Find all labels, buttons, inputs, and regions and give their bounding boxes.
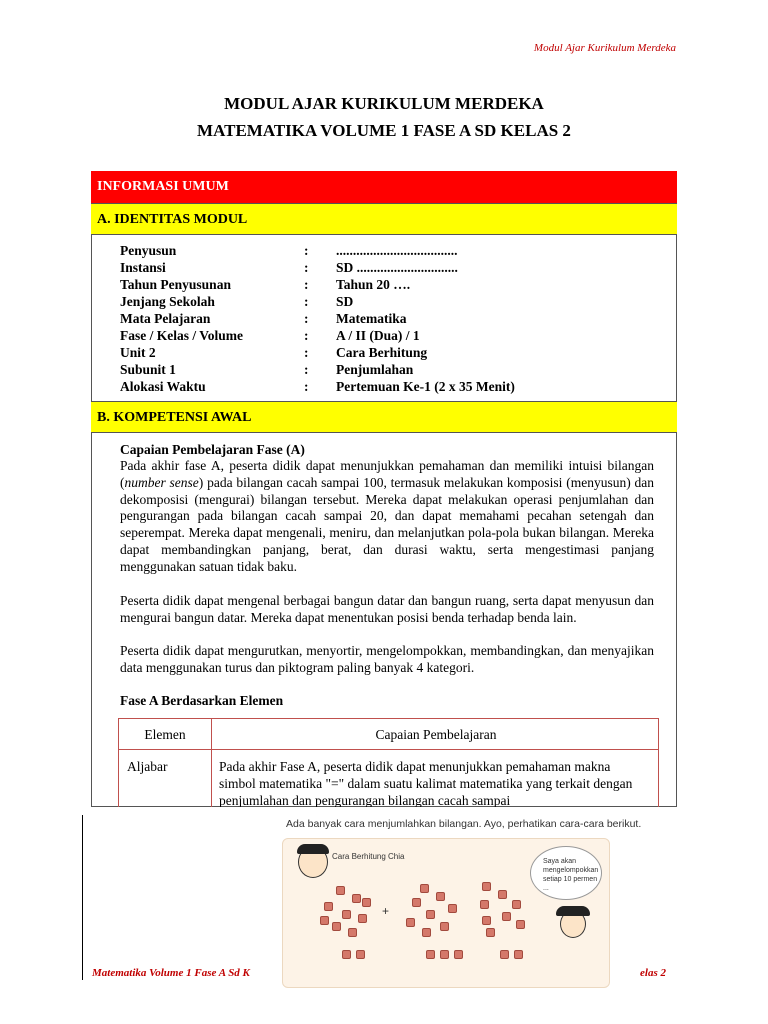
candy-icon xyxy=(482,882,491,891)
cp-paragraph-1-b: ) pada bilangan cacah sampai 100, termasuk melakukan komposisi (menyusun) dan dekomposisi (mengurai) bilangan tersebut. Mereka dapat melakukan operasi penjumlahan dan pengurangan pada bilangan cacah sampai 20, dan dapat memahami pecahan setengah dan seperempat. Mereka dapat mengenali, meniru, dan melanjutkan pola-pola bukan bilangan. Mereka dapat membandingkan panjang, berat, dan durasi waktu, serta mengestimasi panjang menggunakan satuan tidak baku. xyxy=(120,474,654,574)
table-header-capaian: Capaian Pembelajaran xyxy=(375,727,497,742)
header-note: Modul Ajar Kurikulum Merdeka xyxy=(533,42,676,54)
identity-value: Pertemuan Ke-1 (2 x 35 Menit) xyxy=(336,379,515,394)
identity-colon: : xyxy=(304,345,309,360)
footer-right: elas 2 xyxy=(640,967,666,979)
identity-colon: : xyxy=(304,243,309,258)
candy-icon xyxy=(440,922,449,931)
identity-value: SD xyxy=(336,294,354,309)
cp-paragraph-1-term: number sense xyxy=(124,474,199,490)
identity-key: Mata Pelajaran xyxy=(120,311,211,326)
candy-icon xyxy=(436,892,445,901)
candy-icon xyxy=(336,886,345,895)
candy-icon xyxy=(420,884,429,893)
identity-colon: : xyxy=(304,294,309,309)
candy-icon xyxy=(512,900,521,909)
cp-paragraph-1-a: Pada akhir fase A, peserta didik dapat menunjukkan pemahaman dan memiliki intuisi bilangan ( xyxy=(120,458,654,490)
candy-icon xyxy=(332,922,341,931)
table-header-elemen: Elemen xyxy=(144,727,186,742)
candy-icon xyxy=(348,928,357,937)
table-row-elemen: Aljabar xyxy=(127,759,168,774)
identity-value: SD .............................. xyxy=(336,260,458,275)
identity-colon: : xyxy=(304,362,309,377)
cp-paragraph-2: Peserta didik dapat mengenal berbagai bangun datar dan bangun ruang, serta dapat menyusun dan mengurai bangun datar. Mereka dapat menentukan posisi benda terhadap benda lain. xyxy=(120,593,654,625)
candy-icon xyxy=(422,928,431,937)
identity-colon: : xyxy=(304,328,309,343)
identity-value: Matematika xyxy=(336,311,407,326)
table-row-capaian: Pada akhir Fase A, peserta didik dapat menunjukkan pemahaman makna simbol matematika "=" dalam suatu kalimat matematika yang terkait dengan penjumlahan dan pengurangan bilangan cacah sampai xyxy=(219,759,633,807)
candy-icon xyxy=(342,910,351,919)
candy-icon xyxy=(362,898,371,907)
candy-icon xyxy=(358,914,367,923)
illustration xyxy=(276,818,642,990)
footer-left: Matematika Volume 1 Fase A Sd K xyxy=(92,967,250,979)
identity-colon: : xyxy=(304,277,309,292)
illustration-caption: Ada banyak cara menjumlahkan bilangan. Ayo, perhatikan cara-cara berikut. xyxy=(286,818,642,830)
table-column-divider xyxy=(211,719,212,807)
identity-colon: : xyxy=(304,379,309,394)
candy-icon xyxy=(482,916,491,925)
illustration-label: Cara Berhitung Chia xyxy=(332,852,405,861)
identity-key: Unit 2 xyxy=(120,345,156,360)
girl-hair-icon xyxy=(556,906,590,916)
fase-heading: Fase A Berdasarkan Elemen xyxy=(120,693,284,708)
section-informasi-umum: INFORMASI UMUM xyxy=(91,171,677,203)
candy-icon xyxy=(514,950,523,959)
identity-colon: : xyxy=(304,260,309,275)
candy-icon xyxy=(516,920,525,929)
identity-value: A / II (Dua) / 1 xyxy=(336,328,420,343)
candy-icon xyxy=(486,928,495,937)
candy-icon xyxy=(498,890,507,899)
candy-icon xyxy=(320,916,329,925)
candy-icon xyxy=(426,910,435,919)
candy-icon xyxy=(426,950,435,959)
identity-value: Penjumlahan xyxy=(336,362,414,377)
speech-bubble: Saya akan mengelompokkan setiap 10 permen ... xyxy=(530,846,602,900)
table-header-row xyxy=(119,719,659,750)
identity-colon: : xyxy=(304,311,309,326)
identity-key: Tahun Penyusunan xyxy=(120,277,231,292)
document-subtitle: MATEMATIKA VOLUME 1 FASE A SD KELAS 2 xyxy=(197,121,571,140)
cp-heading: Capaian Pembelajaran Fase (A) xyxy=(120,442,305,457)
elemen-table xyxy=(118,718,659,807)
candy-icon xyxy=(502,912,511,921)
identity-key: Penyusun xyxy=(120,243,177,258)
section-identitas-modul: A. IDENTITAS MODUL xyxy=(91,203,677,235)
plus-sign: + xyxy=(382,904,390,918)
section-kompetensi-awal: B. KOMPETENSI AWAL xyxy=(91,401,677,433)
candy-icon xyxy=(440,950,449,959)
candy-icon xyxy=(324,902,333,911)
cp-paragraph-3: Peserta didik dapat mengurutkan, menyortir, mengelompokkan, membandingkan, dan menyajikan data menggunakan turus dan piktogram paling banyak 4 kategori. xyxy=(120,643,654,675)
candy-icon xyxy=(356,950,365,959)
boy-hair-icon xyxy=(297,844,329,854)
identity-key: Alokasi Waktu xyxy=(120,379,206,394)
identity-key: Jenjang Sekolah xyxy=(120,294,215,309)
candy-icon xyxy=(342,950,351,959)
margin-line xyxy=(82,815,83,980)
candy-icon xyxy=(480,900,489,909)
candy-icon xyxy=(406,918,415,927)
identity-value: Cara Berhitung xyxy=(336,345,428,360)
identity-value: .................................... xyxy=(336,243,458,258)
candy-icon xyxy=(412,898,421,907)
identity-key: Instansi xyxy=(120,260,166,275)
candy-icon xyxy=(454,950,463,959)
identity-value: Tahun 20 …. xyxy=(336,277,411,292)
candy-icon xyxy=(448,904,457,913)
cp-paragraph-1 xyxy=(120,458,654,576)
identity-key: Fase / Kelas / Volume xyxy=(120,328,244,343)
candy-icon xyxy=(352,894,361,903)
identity-key: Subunit 1 xyxy=(120,362,176,377)
identity-table xyxy=(91,235,677,401)
candy-icon xyxy=(500,950,509,959)
document-title: MODUL AJAR KURIKULUM MERDEKA xyxy=(224,94,544,113)
